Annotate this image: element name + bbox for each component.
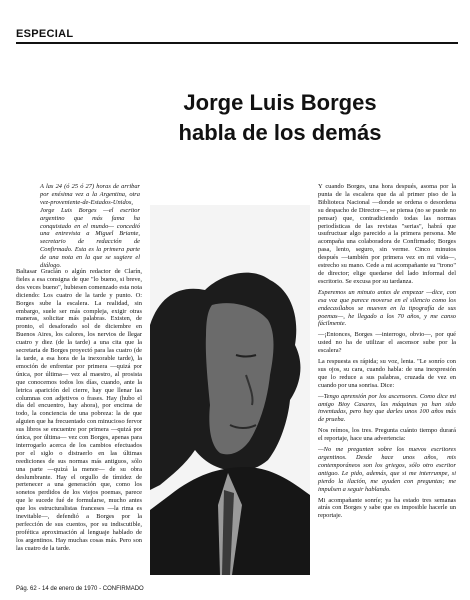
header-rule [16, 42, 458, 44]
right-paragraph: —Tengo aprensión por los ascensores. Como dice mi amigo Bioy Casares, las máquinas ya han sido inventadas, pero hay que darles unos 100 años más de prueba. [318, 392, 456, 424]
title-line-2: habla de los demás [178, 120, 382, 145]
right-paragraph: Y cuando Borges, una hora después, asoma por la punta de la escalera que da al primer piso de la Biblioteca Nacional —donde se ordena o desordena su despacho de Director—, se piensa (no se puede no pensar) que, contradiciendo todas las normas periodísticas de las revistas "serias", habrá que usufructuar algo parecido a la primera persona. Me acompaña una colaboradora de Confirmado; Borges pasa, lento, seguro, sin verme. Cinco minutos después —también por primera vez en mi vida—, estrecho su mano. Cede a mi acompañante su "trono" de director; elige quedarse del lado informal del escritorio. Se excusa por su tardanza. [318, 183, 456, 285]
left-column [16, 268, 142, 556]
right-paragraph: —¡Entonces, Borges —interrogo, obvio—, por qué usted no ha de utilizar el ascensor sube por la escalera? [318, 331, 456, 355]
right-paragraph: Nos reímos, los tres. Pregunta cuánto tiempo durará el reportaje, hace una advertencia: [318, 427, 456, 443]
portrait-illustration [150, 205, 310, 575]
page-footer: Pág. 62 - 14 de enero de 1970 - CONFIRMADO [16, 586, 144, 592]
right-paragraph: La respuesta es rápida; su voz, lenta. "Le sonrío con sus ojos, su cara, cuando habla: de una inexpresión que lo reduce a sus palabras, cruzada de vez en cuando por una sonrisa. Dice: [318, 358, 456, 389]
right-paragraph: —No me pregunten sobre los nuevos escritores argentinos. Desde hace unos años, mis contemporáneos son los griegos, sólo otro escritor antiguo. Le pido, además, que si me interrumpe, si pierdo la ilación, me ayuden con preguntas; me impulsen a seguir hablando. [318, 446, 456, 493]
right-column [318, 183, 456, 523]
intro-paragraph: A las 24 (ó 25 ó 27) horas de arribar por enésima vez a la Argentina, otra vez-proveniente-de-Estados-Unidos, Jorge Luis Borges —el escritor argentino que más fama ha conquistado en el mundo— concedió una entrevista a Miguel Briante, secretario de redacción de Confirmado. Esta es la primera parte de una nota en la que se sugiere el diálogo. [40, 183, 140, 270]
title-line-1: Jorge Luis Borges [183, 90, 377, 115]
right-paragraph: Mi acompañante sonríe; ya ha estado tres semanas atrás con Borges y sabe que es imposible hacerle un reportaje. [318, 496, 456, 520]
left-paragraph: Baltasar Gracián o algún redactor de Clarín, fieles a esa consigna de que "lo bueno, si breve, dos veces bueno", hubiesen comenzado esta nota diciendo: Los cuatro de la tarde y punto. O: Borges sube la escalera. La realidad, sin embargo, suele ser más compleja, exigir otras maneras, solicitar más palabras. Existen, de pronto, el desaforado sol de diciembre en Buenos Aires, los calores, los nervios de llegar cuatro y diez (de la tarde) a una cita que la secretaria de Borges proyectó para las cuatro (de la tarde, a esa hora de la inexorable tarde), la emoción de enfrentar por primera —quizá por única, por última— vez al maestro, al prosista que conocemos todos los días, cuando, ante la letrica aparición del cierre, hay que llenar las columnas con adjetivos o frases. Hay (hubo el día del encuentro, hay ahora), por encima de todo, la conciencia de una pobreza: la de que alguien que ha frecuentado con minucioso fervor sus libros se encuentre por primera —quizá por única, por última— vez con Borges, apenas para interrogarlo acerca de los cambios efectuados por el siglo o distraerlo en las últimas reediciones de sus normas más antiguos, sólo una parte —quizá la menor— de su obra deslumbrante. Hay el orgullo de tímidez de pertenecer a una generación que, como los sonetos perdidos de los viejos poemas, parece que le sucede fué de formularse, mucho antes que los estructuralistas franceses —la rima es inevitable—, defendió a Borges por la perfección de sus cuentos, por su indiscutible, profética aproximación al lenguaje hablado de los argentinos. Hay muchas cosas más. Pero son las cuatro de la tarde. [16, 268, 142, 552]
section-label: ESPECIAL [16, 28, 74, 40]
portrait-photo [150, 205, 310, 575]
right-paragraph: Esperemos un minuto antes de empezar —dice, con esa voz que parece moverse en el silencio como los endecasílabos se mueven en la tipografía de sus poemas—, he llegado a los 70 años, y me canso fácilmente. [318, 288, 456, 328]
article-title [150, 88, 410, 148]
